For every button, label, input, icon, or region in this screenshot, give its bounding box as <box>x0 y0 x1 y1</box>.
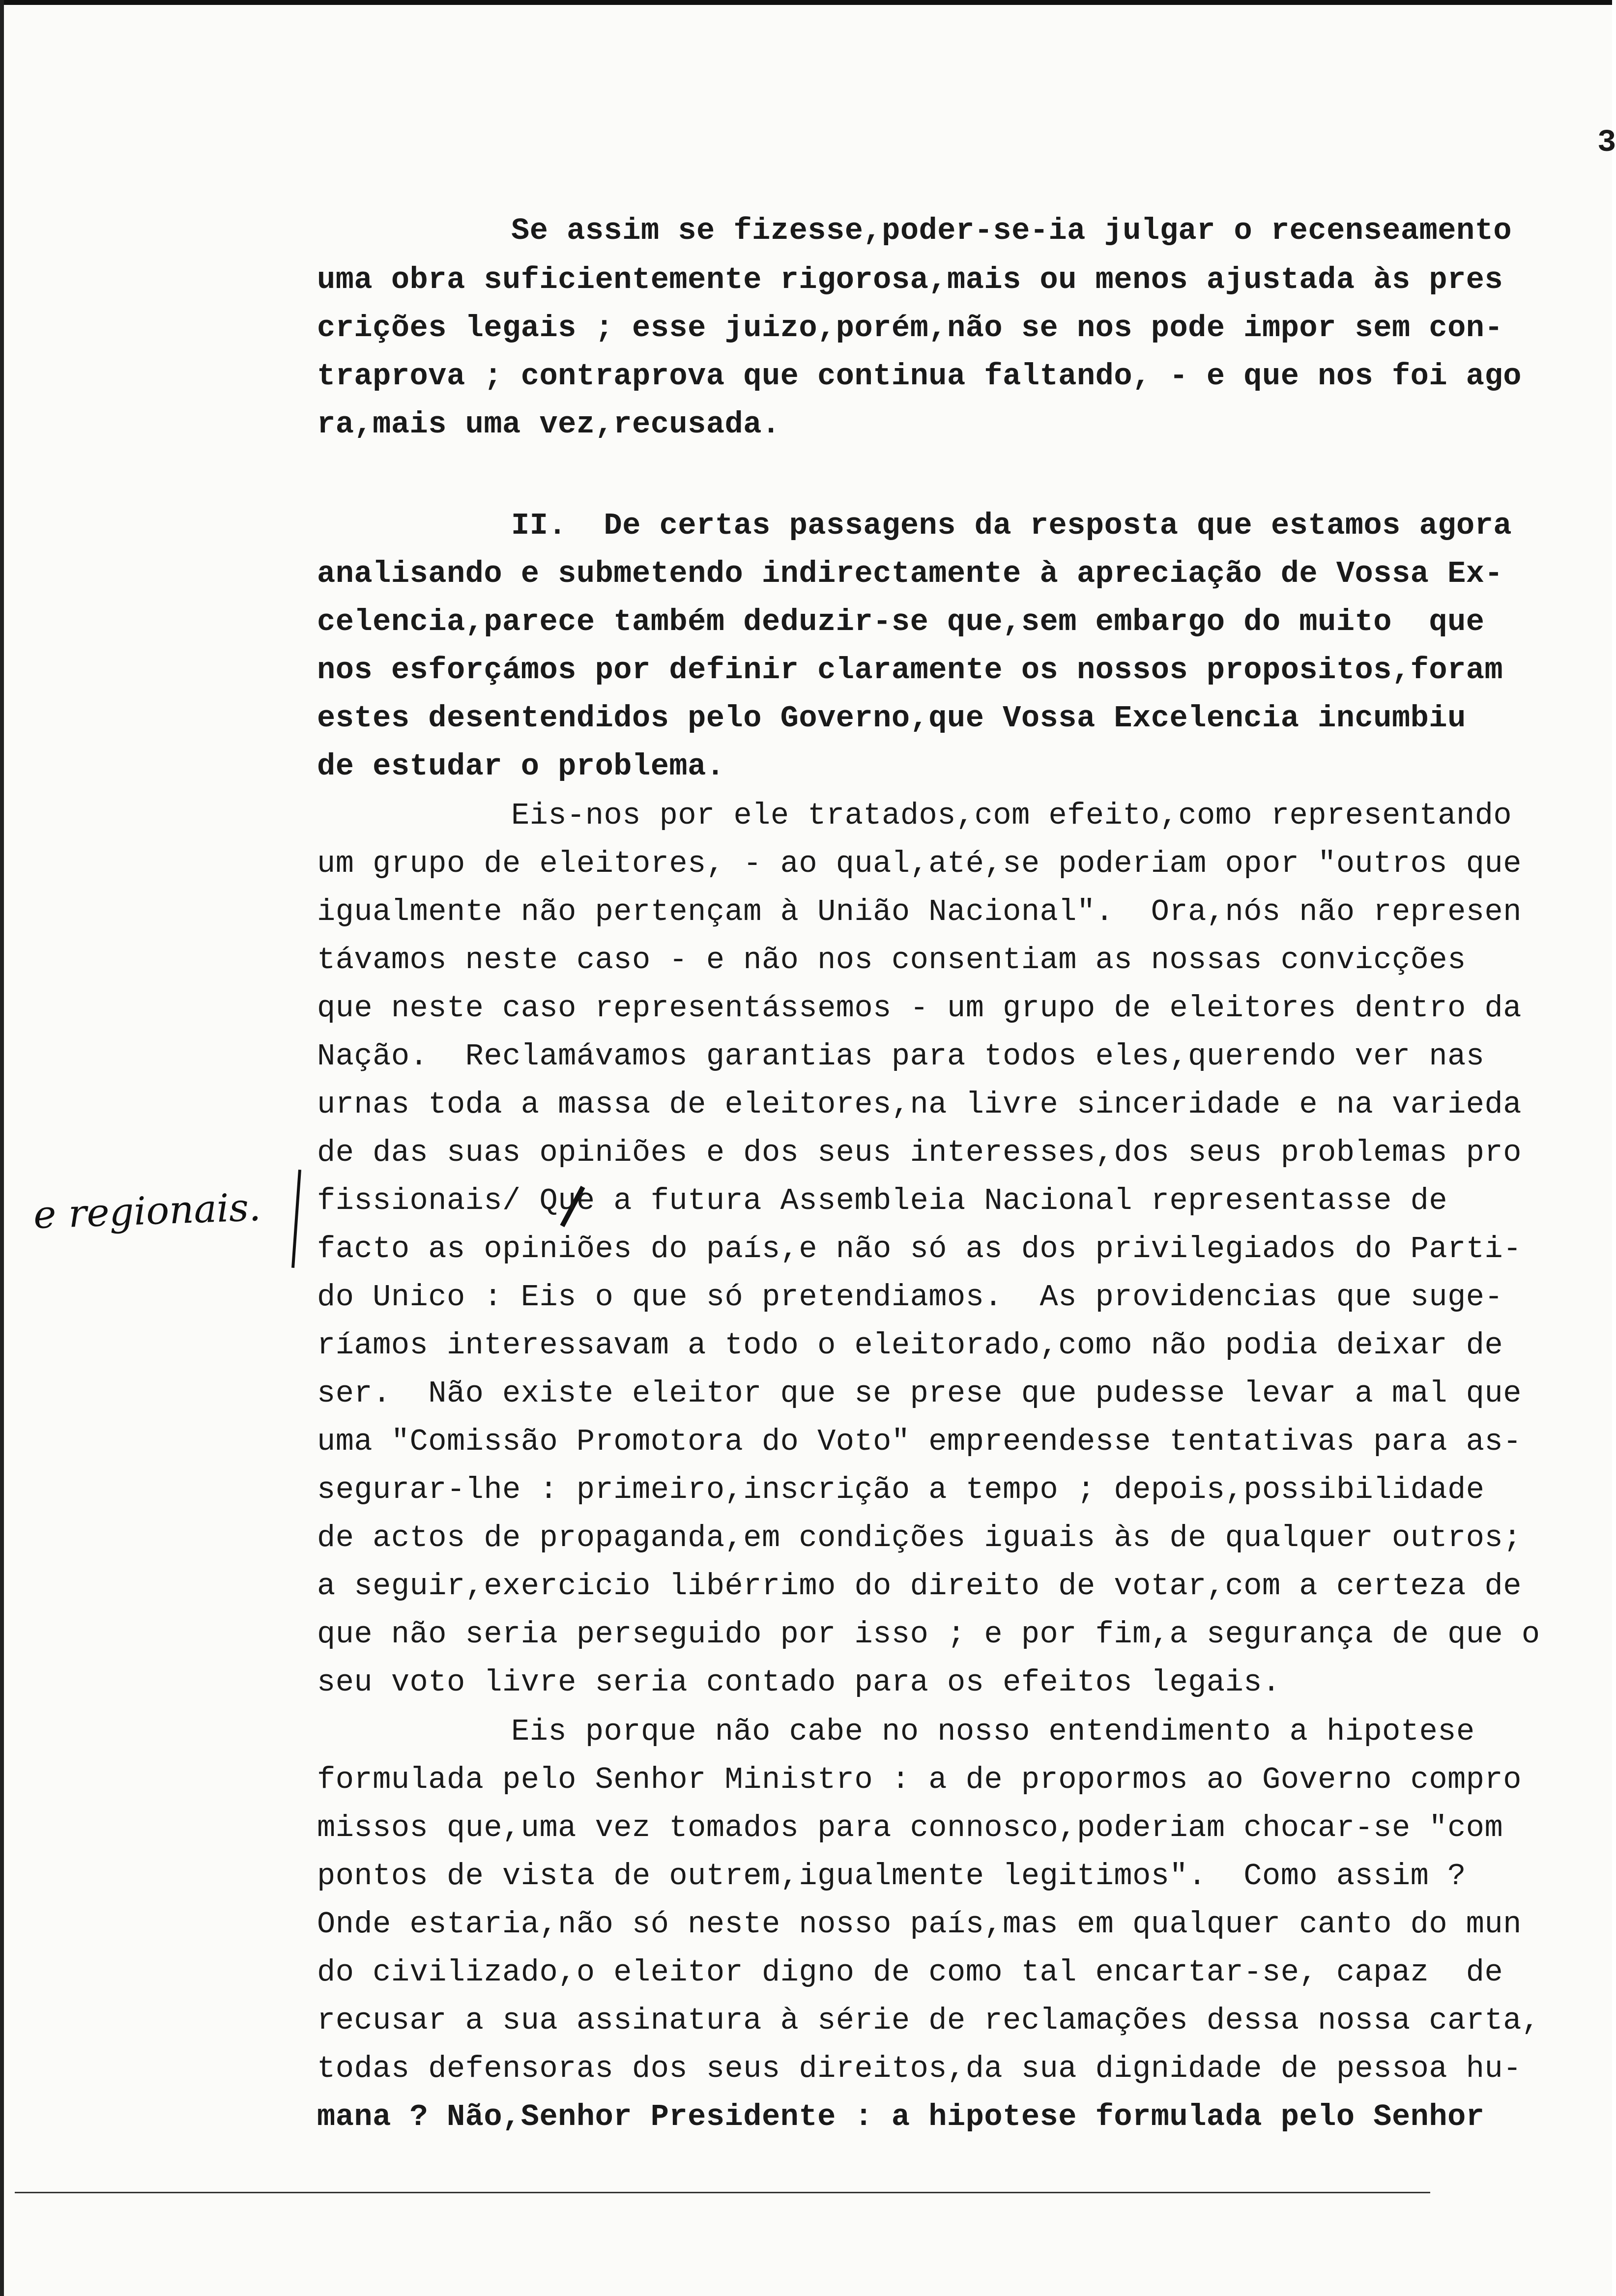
text-line: ríamos interessavam a todo o eleitorado,como não podia deixar de <box>317 1328 1503 1363</box>
text-line: formulada pelo Senhor Ministro : a de propormos ao Governo compro <box>317 1762 1522 1797</box>
text-line: seu voto livre seria contado para os efeitos legais. <box>317 1665 1281 1700</box>
text-line: que não seria perseguido por isso ; e por fim,a segurança de que o <box>317 1617 1540 1652</box>
top-border <box>0 0 1612 5</box>
text-line: igualmente não pertençam à União Nacional". Ora,nós não represen <box>317 894 1522 929</box>
text-line: de das suas opiniões e dos seus interesses,dos seus problemas pro <box>317 1135 1522 1170</box>
text-line: analisando e submetendo indirectamente à apreciação de Vossa Ex- <box>317 556 1503 591</box>
text-line: facto as opiniões do país,e não só as dos privilegiados do Parti- <box>317 1232 1522 1266</box>
text-line: Eis porque não cabe no nosso entendimento a hipotese <box>511 1714 1475 1749</box>
text-line: missos que,uma vez tomados para connosco,poderiam chocar-se "com <box>317 1810 1503 1845</box>
bottom-rule <box>15 2192 1430 2193</box>
text-line: todas defensoras dos seus direitos,da sua dignidade de pessoa hu- <box>317 2051 1522 2086</box>
text-line: nos esforçámos por definir claramente os nossos propositos,foram <box>317 653 1503 688</box>
margin-bar-mark <box>291 1170 301 1268</box>
text-line: crições legais ; esse juizo,porém,não se nos pode impor sem con- <box>317 311 1503 345</box>
text-line: do Unico : Eis o que só pretendiamos. As providencias que suge- <box>317 1280 1503 1315</box>
text-line: ser. Não existe eleitor que se prese que pudesse levar a mal que <box>317 1376 1522 1411</box>
text-line: mana ? Não,Senhor Presidente : a hipotese formulada pelo Senhor <box>317 2099 1485 2134</box>
text-line: uma "Comissão Promotora do Voto" empreendesse tentativas para as- <box>317 1424 1522 1459</box>
text-line: Onde estaria,não só neste nosso país,mas em qualquer canto do mun <box>317 1907 1522 1942</box>
text-line: II. De certas passagens da resposta que estamos agora <box>511 508 1512 543</box>
page-number: 3 <box>1597 125 1616 161</box>
text-line: pontos de vista de outrem,igualmente legitimos". Como assim ? <box>317 1859 1466 1894</box>
text-line: segurar-lhe : primeiro,inscrição a tempo ; depois,possibilidade <box>317 1472 1485 1507</box>
text-line: do civilizado,o eleitor digno de como tal encartar-se, capaz de <box>317 1955 1503 1990</box>
text-line: celencia,parece também deduzir-se que,sem embargo do muito que <box>317 604 1485 639</box>
text-line: de actos de propaganda,em condições iguais às de qualquer outros; <box>317 1521 1522 1555</box>
text-line: de estudar o problema. <box>317 749 725 784</box>
text-line: um grupo de eleitores, - ao qual,até,se poderiam opor "outros que <box>317 846 1522 881</box>
text-line: estes desentendidos pelo Governo,que Vossa Excelencia incumbiu <box>317 701 1466 736</box>
handwritten-margin-note: e regionais. <box>32 1185 262 1238</box>
text-line: uma obra suficientemente rigorosa,mais ou menos ajustada às pres <box>317 262 1503 297</box>
text-line: távamos neste caso - e não nos consentiam as nossas convicções <box>317 943 1466 977</box>
text-line: Eis-nos por ele tratados,com efeito,como representando <box>511 798 1512 833</box>
text-line: fissionais/ Que a futura Assembleia Nacional representasse de <box>317 1183 1448 1218</box>
text-line: Se assim se fizesse,poder-se-ia julgar o recenseamento <box>511 213 1512 248</box>
left-border <box>0 0 4 2296</box>
text-line: ra,mais uma vez,recusada. <box>317 407 780 442</box>
text-line: Nação. Reclamávamos garantias para todos eles,querendo ver nas <box>317 1039 1485 1074</box>
text-line: urnas toda a massa de eleitores,na livre sinceridade e na varieda <box>317 1087 1522 1122</box>
text-line: recusar a sua assinatura à série de reclamações dessa nossa carta, <box>317 2003 1540 2038</box>
text-line: a seguir,exercicio libérrimo do direito de votar,com a certeza de <box>317 1569 1522 1604</box>
text-line: que neste caso representássemos - um grupo de eleitores dentro da <box>317 991 1522 1026</box>
text-line: traprova ; contraprova que continua faltando, - e que nos foi ago <box>317 359 1522 394</box>
